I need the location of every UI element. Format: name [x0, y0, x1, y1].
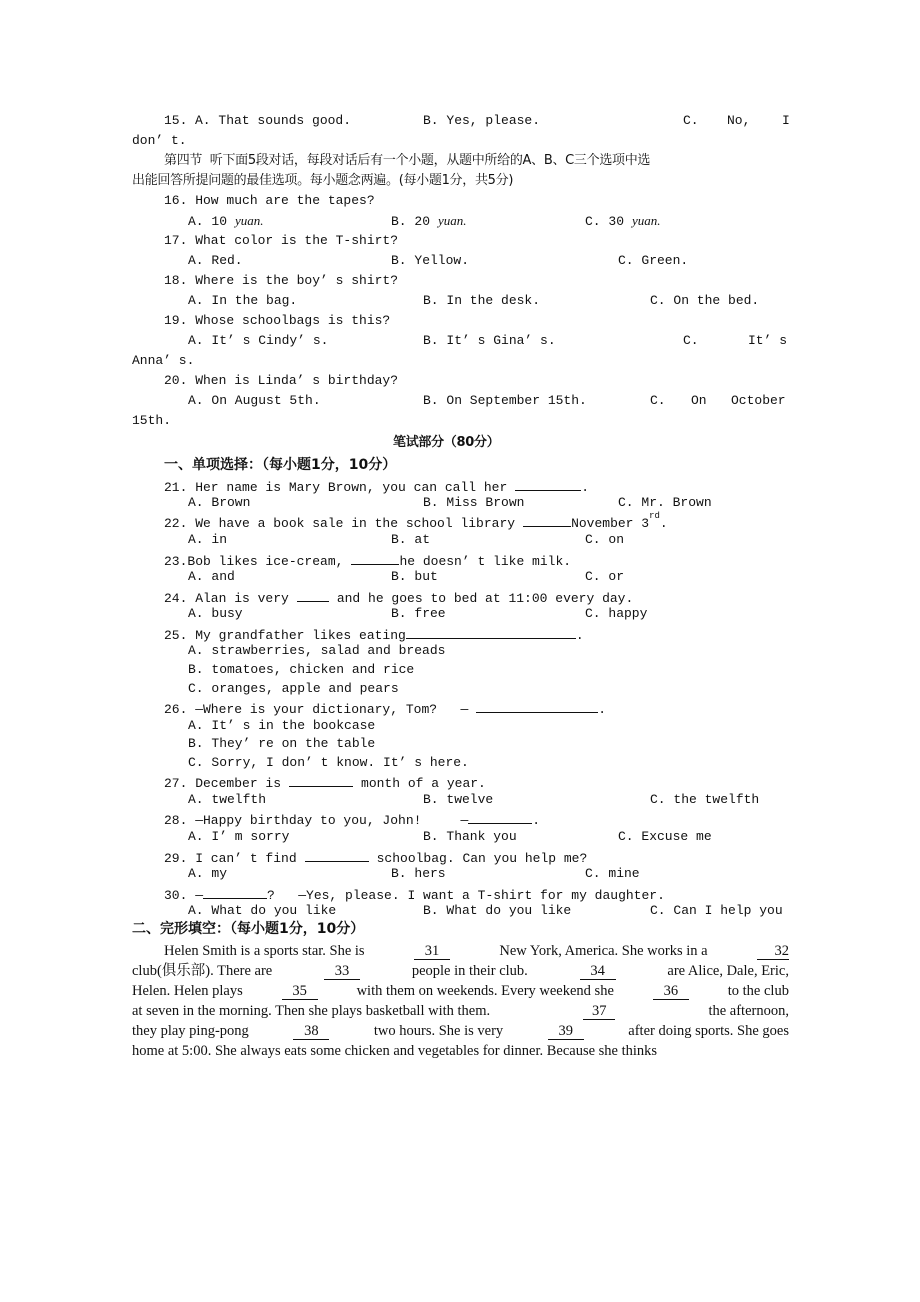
option-a: A. That sounds good.	[195, 113, 352, 128]
option-b: B. free	[391, 606, 446, 621]
option-c: C. Sorry, I don’ t know. It’ s here.	[188, 755, 469, 770]
blank-32: 32	[757, 944, 789, 960]
answer-blank	[468, 809, 532, 824]
option-b: B. hers	[391, 866, 446, 881]
text: Helen Smith is a sports star. She is	[164, 943, 365, 959]
punct: .	[532, 813, 541, 828]
option-c-wrap: 15th.	[132, 413, 172, 428]
option-c: C. happy	[585, 606, 648, 621]
option-c: C. oranges, apple and pears	[188, 681, 399, 696]
option-c: C. the twelfth	[650, 792, 760, 807]
answer-blank	[305, 847, 369, 862]
section-title: 笔试部分（80分）	[393, 435, 500, 450]
option-c: C. 30	[585, 214, 625, 229]
option-c-text: On	[691, 393, 707, 408]
stem: he doesn’ t like milk.	[399, 554, 572, 569]
option-b: B. 20	[391, 214, 431, 229]
option-c: C. Mr. Brown	[618, 495, 712, 510]
option-b: B. On September 15th.	[423, 393, 587, 408]
q-number: 15.	[164, 113, 188, 128]
option-b: B. What do you like	[423, 903, 572, 918]
section-instructions: 第四节 听下面5段对话，每段对话后有一个小题，从题中所给的A、B、C三个选项中选	[164, 153, 651, 168]
cloze-line	[132, 1042, 789, 1060]
punct: .	[575, 628, 584, 643]
stem: ? —Yes, please. I want a T-shirt for my daughter.	[267, 888, 665, 903]
stem: 27. December is	[164, 776, 282, 791]
option-c-text: It’ s	[748, 333, 788, 348]
text: with them on weekends. Every weekend she	[356, 983, 614, 999]
part-heading: 二、完形填空：（每小题1分，10分）	[132, 921, 365, 937]
option-a: A. in	[188, 532, 228, 547]
stem: 24. Alan is very	[164, 591, 289, 606]
blank-36: 36	[653, 984, 689, 1000]
question-17: 17. What color is the T-shirt?	[164, 233, 399, 248]
text: are Alice, Dale, Eric,	[667, 963, 789, 979]
text: at seven in the morning. Then she plays basketball with them.	[132, 1003, 491, 1019]
question-23	[164, 550, 571, 568]
option-c-wrap: Anna’ s.	[132, 353, 195, 368]
option-a: A. What do you like	[188, 903, 337, 918]
punct: .	[598, 702, 607, 717]
stem: 23.Bob likes ice-cream,	[164, 554, 344, 569]
cloze-line	[132, 982, 789, 1000]
stem: 30. —	[164, 888, 204, 903]
question-29	[164, 847, 587, 865]
question-24	[164, 587, 633, 605]
blank-34: 34	[580, 964, 616, 980]
option-a: A. twelfth	[188, 792, 267, 807]
stem: schoolbag. Can you help me?	[376, 851, 588, 866]
part-heading: 一、单项选择：（每小题1分，10分）	[164, 457, 397, 473]
option-a: A. Brown	[188, 495, 251, 510]
question-20: 20. When is Linda’ s birthday?	[164, 373, 399, 388]
text: home at 5:00. She always eats some chicken and vegetables for dinner. Because she thinks	[132, 1043, 658, 1059]
option-c-text: No,	[727, 113, 751, 128]
text: Helen. Helen plays	[132, 983, 243, 999]
cloze-line	[164, 942, 789, 960]
text: two hours. She is very	[373, 1023, 504, 1039]
option-a: A. I’ m sorry	[188, 829, 290, 844]
option-c: C. On the bed.	[650, 293, 760, 308]
option-b: B. They’ re on the table	[188, 736, 376, 751]
answer-blank	[351, 550, 399, 565]
answer-blank	[203, 884, 267, 899]
unit: yuan.	[632, 213, 661, 228]
option-a: A. It’ s Cindy’ s.	[188, 333, 329, 348]
option-b: B. at	[391, 532, 431, 547]
answer-blank	[523, 512, 571, 527]
answer-blank	[297, 587, 329, 602]
stem: and he goes to bed at 11:00 every day.	[336, 591, 634, 606]
text: to the club	[727, 983, 789, 999]
option-a: A. On August 5th.	[188, 393, 321, 408]
text: people in their club.	[411, 963, 528, 979]
option-a: A. In the bag.	[188, 293, 298, 308]
option-a: A. strawberries, salad and breads	[188, 643, 446, 658]
question-21	[164, 476, 589, 494]
stem: month of a year.	[361, 776, 486, 791]
stem: November 3	[571, 516, 650, 531]
answer-blank	[515, 476, 581, 491]
blank-31: 31	[414, 944, 450, 960]
option-c: C. on	[585, 532, 625, 547]
blank-38: 38	[293, 1024, 329, 1040]
text: after doing sports. She goes	[628, 1023, 789, 1039]
option-c: C.	[650, 393, 666, 408]
option-b: B. Yes, please.	[423, 113, 541, 128]
cloze-line	[132, 1022, 789, 1040]
question-26	[164, 698, 606, 716]
option-c-text: I	[782, 113, 790, 128]
stem: 26. —Where is your dictionary, Tom? —	[164, 702, 469, 717]
option-c: C. Green.	[618, 253, 689, 268]
option-c: C. Can I help you	[650, 903, 783, 918]
stem: 21. Her name is Mary Brown, you can call her	[164, 480, 508, 495]
section-instructions: 出能回答所提问题的最佳选项。每小题念两遍。(每小题1分，共5分)	[132, 173, 514, 188]
option-a: A. and	[188, 569, 235, 584]
stem: 28. —Happy birthday to you, John! —	[164, 813, 469, 828]
blank-39: 39	[548, 1024, 584, 1040]
unit: yuan.	[438, 213, 467, 228]
text: club(俱乐部). There are	[132, 963, 273, 979]
cloze-line	[132, 1002, 789, 1020]
option-c-wrap: don’ t.	[132, 133, 187, 148]
option-b: B. but	[391, 569, 438, 584]
option-c: C.	[683, 113, 699, 128]
option-a: A. Red.	[188, 253, 243, 268]
option-a: A. It’ s in the bookcase	[188, 718, 376, 733]
blank-37: 37	[583, 1004, 615, 1020]
option-b: B. tomatoes, chicken and rice	[188, 662, 415, 677]
option-c: C.	[683, 333, 699, 348]
text: the afternoon,	[708, 1003, 789, 1019]
option-b: B. It’ s Gina’ s.	[423, 333, 556, 348]
option-a: A. my	[188, 866, 228, 881]
question-27	[164, 772, 486, 790]
question-22	[164, 512, 668, 530]
option-c-text: October	[731, 393, 786, 408]
option-a: A. busy	[188, 606, 243, 621]
option-c: C. Excuse me	[618, 829, 712, 844]
superscript: rd	[649, 511, 660, 521]
stem: 25. My grandfather likes eating	[164, 628, 406, 643]
option-a: A. 10	[188, 214, 228, 229]
text: New York, America. She works in a	[499, 943, 708, 959]
stem: 29. I can’ t find	[164, 851, 297, 866]
question-18: 18. Where is the boy’ s shirt?	[164, 273, 399, 288]
answer-blank	[289, 772, 353, 787]
question-25	[164, 624, 584, 642]
unit: yuan.	[235, 213, 264, 228]
blank-35: 35	[282, 984, 318, 1000]
option-b: B. In the desk.	[423, 293, 541, 308]
text: they play ping-pong	[132, 1023, 249, 1039]
question-30	[164, 884, 665, 902]
stem: 22. We have a book sale in the school library	[164, 516, 516, 531]
option-b: B. Miss Brown	[423, 495, 525, 510]
option-c: C. or	[585, 569, 625, 584]
option-b: B. Thank you	[423, 829, 517, 844]
cloze-line	[132, 962, 789, 980]
blank-33: 33	[324, 964, 360, 980]
answer-blank	[406, 624, 576, 639]
option-b: B. twelve	[423, 792, 494, 807]
question-19: 19. Whose schoolbags is this?	[164, 313, 391, 328]
punct: .	[659, 516, 668, 531]
question-28	[164, 809, 540, 827]
option-b: B. Yellow.	[391, 253, 470, 268]
option-c: C. mine	[585, 866, 640, 881]
punct: .	[581, 480, 590, 495]
answer-blank	[476, 698, 598, 713]
question-16: 16. How much are the tapes?	[164, 193, 375, 208]
